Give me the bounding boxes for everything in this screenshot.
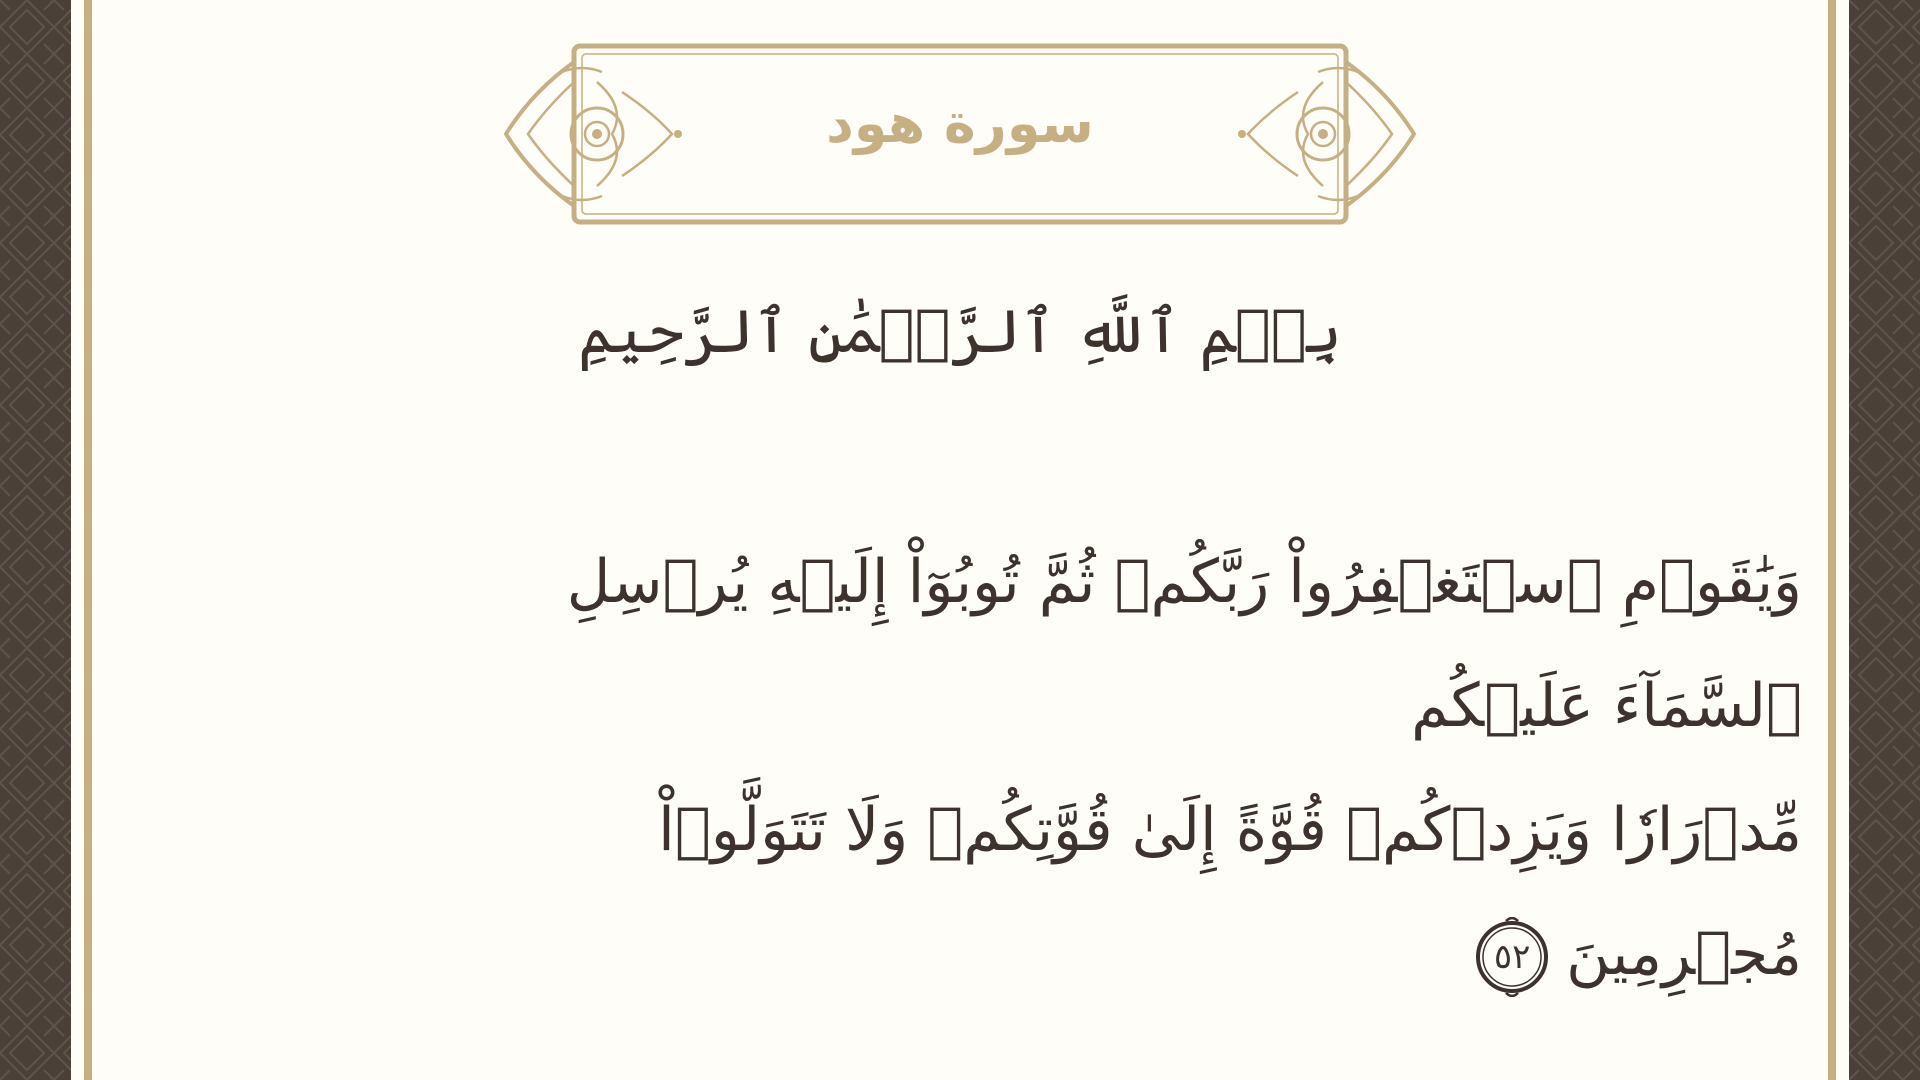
surah-title: سورة هود: [826, 92, 1094, 155]
right-pattern-border: [1849, 0, 1920, 1080]
left-gold-rule: [84, 0, 92, 1080]
ayah-number: ٥٢: [1493, 937, 1531, 978]
left-pattern: [0, 0, 71, 1080]
surah-header: [502, 42, 1418, 226]
ayah-end-marker: [1472, 917, 1552, 997]
verse-line-2: [430, 768, 1802, 1016]
verse-line-1: وَيَٰقَوۡمِ ٱسۡتَغۡفِرُواْ رَبَّكُمۡ ثُمَّ تُوبُوٓاْ إِلَيۡهِ يُرۡسِلِ ٱلسَّمَآءَ عَلَيۡكُم: [566, 547, 1802, 741]
right-pattern: [1849, 0, 1920, 1080]
verse-text: [430, 520, 1802, 1016]
left-pattern-border: [0, 0, 71, 1080]
verse-line-2-text: مِّدۡرَارٗا وَيَزِدۡكُمۡ قُوَّةً إِلَىٰ قُوَّتِكُمۡ وَلَا تَتَوَلَّوۡاْ مُجۡرِمِينَ: [658, 795, 1802, 989]
basmala: بِسۡمِ ٱللَّهِ ٱلرَّحۡمَٰنِ ٱلرَّحِيمِ: [578, 297, 1342, 367]
right-gold-rule: [1828, 0, 1836, 1080]
